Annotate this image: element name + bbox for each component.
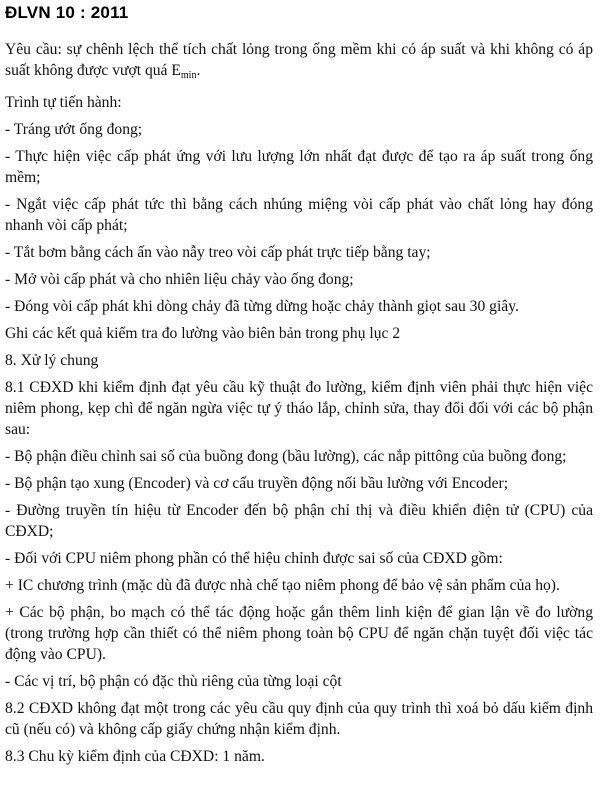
section-8-item: - Bộ phận tạo xung (Encoder) và cơ cấu truyền động nối bầu lường với Encoder;	[5, 475, 509, 492]
procedure-step: - Đóng vòi cấp phát khi dòng chảy đã từng dừng hoặc chảy thành giọt sau 30 giây.	[5, 298, 519, 315]
section-8-3-paragraph: 8.3 Chu kỳ kiểm định của CĐXD: 1 năm.	[5, 748, 265, 765]
section-8-item: - Bộ phận điều chỉnh sai số của buồng đong (bầu lường), các nắp pittông của buồng đong;	[5, 448, 567, 465]
requirement-suffix: .	[196, 62, 201, 79]
document-header: ĐLVN 10 : 2011	[5, 3, 129, 22]
record-note: Ghi các kết quả kiểm tra đo lường vào biên bản trong phụ lục 2	[5, 325, 401, 342]
section-8-item: + IC chương trình (mặc dù đã được nhà chế tạo niêm phong để bảo vệ sản phẩm của họ).	[5, 577, 560, 594]
requirement-paragraph	[5, 39, 593, 86]
section-8-item: - Các vị trí, bộ phận có đặc thù riêng của từng loại cột	[5, 673, 342, 690]
procedure-step: - Tráng ướt ống đong;	[5, 121, 143, 138]
section-8-title: 8. Xử lý chung	[5, 352, 99, 369]
section-8-2-paragraph: 8.2 CĐXD không đạt một trong các yêu cầu quy định của quy trình thì xoá bỏ dấu kiểm định cũ (nếu có) và không cấp giấy chứng nhận kiểm định.	[5, 700, 593, 738]
procedure-step: - Ngắt việc cấp phát tức thì bằng cách nhúng miệng vòi cấp phát vào chất lỏng hay đóng nhanh vòi cấp phát;	[5, 196, 593, 234]
document-body	[5, 39, 593, 773]
section-8-item: + Các bộ phận, bo mạch có thể tác động hoặc gắn thêm linh kiện để gian lận về đo lường (trong trường hợp cần thiết có thể niêm phong toàn bộ CPU để ngăn chặn tuyệt đối việc tác động vào CPU).	[5, 604, 593, 663]
procedure-step: - Tắt bơm bằng cách ấn vào nẫy treo vòi cấp phát trực tiếp bằng tay;	[5, 244, 431, 261]
section-8-item: - Đối với CPU niêm phong phần có thể hiệu chỉnh được sai số của CĐXD gồm:	[5, 550, 503, 567]
procedure-step: - Mở vòi cấp phát và cho nhiên liệu chảy vào ống đong;	[5, 271, 354, 288]
procedure-step: - Thực hiện việc cấp phát ứng với lưu lượng lớn nhất đạt được để tạo ra áp suất trong ống mềm;	[5, 148, 593, 186]
section-8-item: - Đường truyền tín hiệu từ Encoder đến bộ phận chỉ thị và điều khiển điện tử (CPU) của CĐXD;	[5, 502, 593, 540]
section-8-1-paragraph: 8.1 CĐXD khi kiểm định đạt yêu cầu kỹ thuật đo lường, kiểm định viên phải thực hiện việc niêm phong, kẹp chì để ngăn ngừa việc tự ý tháo lắp, chỉnh sửa, thay đổi đối với các bộ phận sau:	[5, 379, 593, 438]
requirement-subscript: min	[180, 70, 197, 81]
procedure-title: Trình tự tiến hành:	[5, 94, 122, 111]
requirement-text: Yêu cầu: sự chênh lệch thể tích chất lỏng trong ống mềm khi có áp suất và khi không có áp suất không được vượt quá E	[5, 41, 593, 79]
